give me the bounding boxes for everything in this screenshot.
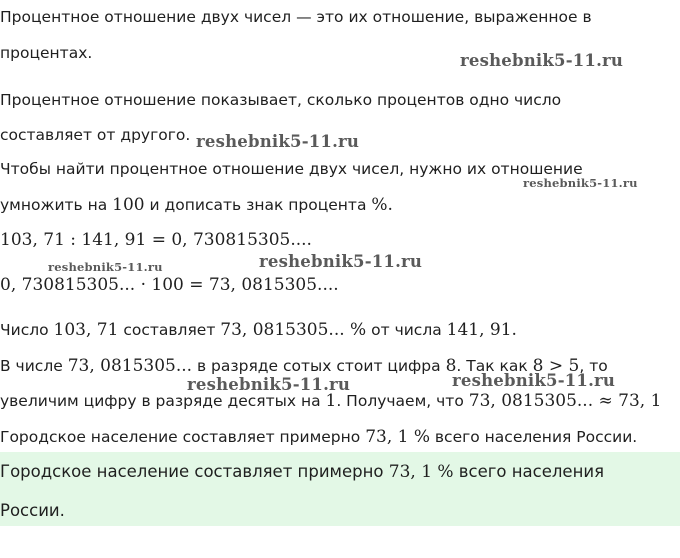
explanation-line-1: Процентное отношение показывает, сколько процентов одно число [0,91,562,109]
equation-multiply: 0, 730815305... · 100 = 73, 0815305.... [0,275,339,295]
rounding-line-2: увеличим цифру в разряде десятых на 1. Получаем, что 73, 0815305... ≈ 73, 1 [0,391,662,411]
watermark: reshebnik5-11.ru [523,176,638,190]
method-line-1: Чтобы найти процентное отношение двух чисел, нужно их отношение [0,160,583,178]
conclusion-line: Городское население составляет примерно 73, 1 % всего населения России. [0,427,638,447]
watermark: reshebnik5-11.ru [196,132,360,151]
watermark: reshebnik5-11.ru [452,371,616,390]
result-line: Число 103, 71 составляет 73, 0815305... % от числа 141, 91. [0,320,517,340]
answer-line-1: Городское население составляет примерно 73, 1 % всего населения [0,462,605,482]
definition-line-1: Процентное отношение двух чисел — это их отношение, выраженное в [0,8,592,26]
definition-line-2: процентах. [0,44,93,62]
equation-ratio: 103, 71 : 141, 91 = 0, 730815305.... [0,230,312,250]
method-line-2: умножить на 100 и дописать знак процента %. [0,195,393,215]
watermark: reshebnik5-11.ru [460,51,624,70]
watermark: reshebnik5-11.ru [187,375,351,394]
explanation-line-2: составляет от другого. [0,126,191,144]
answer-box [0,452,680,526]
watermark: reshebnik5-11.ru [48,260,163,274]
watermark: reshebnik5-11.ru [259,252,423,271]
rounding-line-1: В числе 73, 0815305... в разряде сотых стоит цифра 8. Так как 8 > 5, то [0,356,608,376]
answer-line-2: России. [0,501,65,520]
